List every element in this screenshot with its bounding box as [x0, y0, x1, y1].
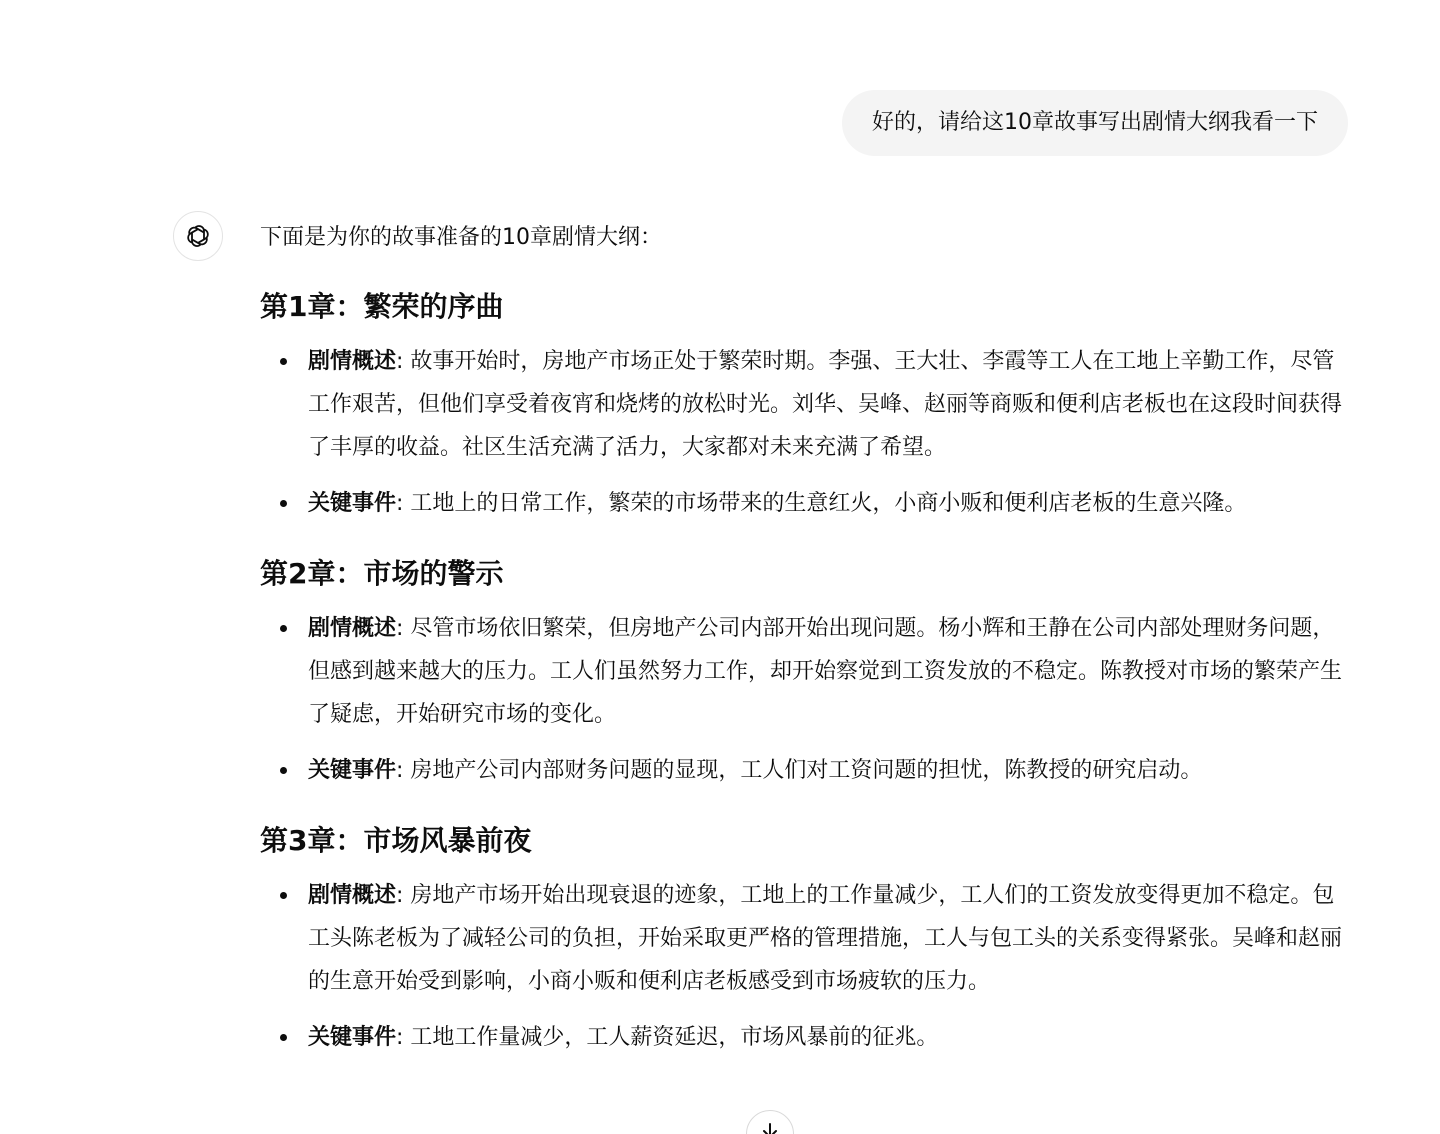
arrow-down-icon	[760, 1121, 780, 1134]
summary-label: 剧情概述	[308, 883, 397, 908]
chapter-title: 第1章：繁荣的序曲	[260, 290, 504, 323]
summary-item	[260, 607, 1350, 736]
chapter-title: 第2章：市场的警示	[260, 557, 504, 590]
assistant-intro: 下面是为你的故事准备的10章剧情大纲：	[260, 225, 662, 250]
summary-item	[260, 340, 1350, 469]
summary-text: : 尽管市场依旧繁荣，但房地产公司内部开始出现问题。杨小辉和王静在公司内部处理财务问题，但感到越来越大的压力。工人们虽然努力工作，却开始察觉到工资发放的不稳定。陈教授对市场的繁荣产生了疑虑，开始研究市场的变化。	[308, 616, 1343, 727]
events-item	[260, 482, 1350, 525]
summary-item	[260, 874, 1350, 1003]
summary-text: : 故事开始时，房地产市场正处于繁荣时期。李强、王大壮、李霞等工人在工地上辛勤工作，尽管工作艰苦，但他们享受着夜宵和烧烤的放松时光。刘华、吴峰、赵丽等商贩和便利店老板也在这段时间获得了丰厚的收益。社区生活充满了活力，大家都对未来充满了希望。	[308, 349, 1343, 460]
assistant-avatar	[173, 211, 223, 261]
events-label: 关键事件	[308, 491, 397, 516]
user-message-bubble: 好的，请给这10章故事写出剧情大纲我看一下	[842, 90, 1348, 156]
events-item	[260, 1016, 1350, 1059]
events-label: 关键事件	[308, 1025, 397, 1050]
assistant-message	[260, 218, 1350, 1059]
events-label: 关键事件	[308, 758, 397, 783]
events-item	[260, 749, 1350, 792]
scroll-to-bottom-button[interactable]	[746, 1110, 794, 1134]
events-text: : 房地产公司内部财务问题的显现，工人们对工资问题的担忧，陈教授的研究启动。	[396, 758, 1203, 783]
chapter-points	[260, 607, 1350, 792]
chapter-title: 第3章：市场风暴前夜	[260, 824, 532, 857]
openai-logo-icon	[184, 222, 212, 250]
events-text: : 工地上的日常工作，繁荣的市场带来的生意红火，小商小贩和便利店老板的生意兴隆。	[396, 491, 1247, 516]
summary-text: : 房地产市场开始出现衰退的迹象，工地上的工作量减少，工人们的工资发放变得更加不稳定。包工头陈老板为了减轻公司的负担，开始采取更严格的管理措施，工人与包工头的关系变得紧张。吴峰和赵丽的生意开始受到影响，小商小贩和便利店老板感受到市场疲软的压力。	[308, 883, 1343, 994]
summary-label: 剧情概述	[308, 349, 397, 374]
chapter-points	[260, 874, 1350, 1059]
events-text: : 工地工作量减少，工人薪资延迟，市场风暴前的征兆。	[396, 1025, 939, 1050]
summary-label: 剧情概述	[308, 616, 397, 641]
chapter-points	[260, 340, 1350, 525]
